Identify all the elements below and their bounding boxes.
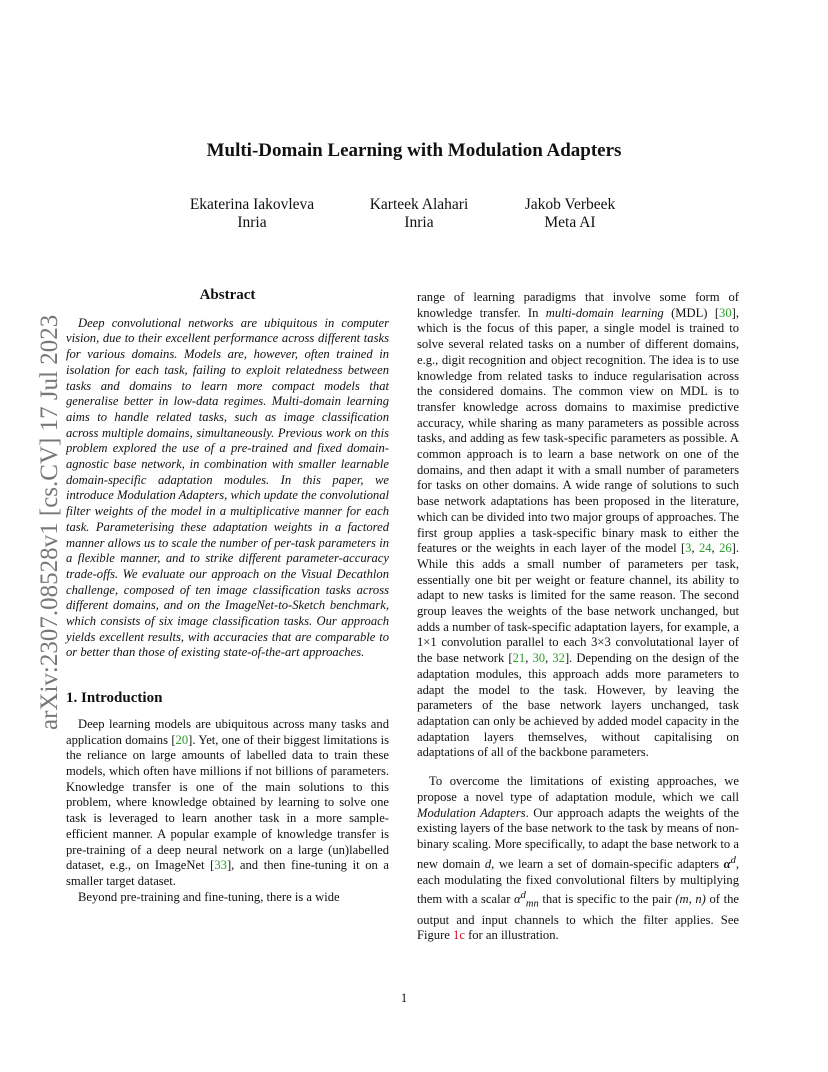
text-run: , <box>711 541 720 556</box>
author-name: Karteek Alahari <box>369 196 469 213</box>
author-name: Ekaterina Iakovleva <box>189 196 315 213</box>
text-run: range of learning paradigms that involve some form of knowledge transfer. In <box>417 290 739 320</box>
text-run: ]. While this adds a small number of parameters per task, essentially one bit per weight or feature channel, its ability to adapt to new tasks is limited for the same reason. The second group leaves the weights of the base network unchanged, but adds a number of task-specific adaptation layers, for example, a 1×1 convolution parallel to each 3×3 convolutational layer of the base network [ <box>417 541 739 666</box>
math-expression: (m, n) <box>675 892 706 907</box>
section-heading-introduction: 1. Introduction <box>66 690 163 707</box>
math-symbol: α <box>723 856 731 871</box>
text-run: , we learn a set of domain-specific adapters <box>491 856 724 871</box>
intro-paragraph-1 <box>66 717 389 890</box>
citation-link[interactable]: 30 <box>532 651 546 666</box>
figure-link[interactable]: 1c <box>453 928 465 943</box>
text-run: , <box>545 651 553 666</box>
author-1 <box>167 196 337 232</box>
emphasis: multi-domain learning <box>545 305 664 320</box>
text-run: , <box>691 541 699 556</box>
citation-link[interactable]: 20 <box>175 732 189 747</box>
citation-link[interactable]: 30 <box>719 305 732 320</box>
author-2 <box>334 196 504 232</box>
emphasis: Modulation Adapters <box>417 805 526 820</box>
text-run: , each modulating the fixed convolutional filters by multiplying them with a scalar <box>417 856 739 907</box>
author-affiliation: Inria <box>237 214 267 231</box>
text-run: of the output and input channels to which the filter applies. See Figure <box>417 892 739 943</box>
text-run: for an illustration. <box>464 928 559 943</box>
citation-link[interactable]: 33 <box>214 858 227 873</box>
text-run: . Our approach adapts the weights of the existing layers of the base network to the task by means of non-binary scaling. More specifically, to adapt the base network to a new domain <box>417 805 739 871</box>
right-paragraph-2 <box>417 774 739 944</box>
text-run: ]. Depending on the design of the adaptation modules, this approach adds more parameters to adapt the model to the task. However, by leaving the parameters of the base network layers unchanged, task adaptation can only be achieved by added model capacity in the adaptation layers themselves, without capitalising on adaptations of all of the backbone parameters. <box>417 651 740 760</box>
abstract-text: Deep convolutional networks are ubiquitous in computer vision, due to their excellent performance across different tasks for various domains. Models are, however, often trained in isolation for each task, failing to exploit relatedness between tasks and domains to learn more compact models that generalise better in low-data regimes. Multi-domain learning aims to handle related tasks, such as image classification across multiple domains, simultaneously. Previous work on this problem explored the use of a pre-trained and fixed domain-agnostic base network, in combination with smaller learnable domain-specific adaptation modules. In this paper, we introduce Modulation Adapters, which update the convolutional filter weights of the model in a multiplicative manner for each task. Parameterising these adaptation weights in a factored manner allows us to scale the number of per-task parameters in a flexible manner, and to strike different parameter-accuracy trade-offs. We evaluate our approach on the Visual Decathlon challenge, composed of ten image classification tasks across different domains, and on the ImageNet-to-Sketch benchmark, which consists of six image classification tasks. Our approach yields excellent results, with accuracies that are comparable to or better than those of existing state-of-the-art approaches. <box>66 315 389 660</box>
text-run: that is specific to the pair <box>538 892 676 907</box>
text-run: To overcome the limitations of existing approaches, we propose a novel type of adaptation module, which we call <box>417 774 739 804</box>
right-column <box>417 290 739 944</box>
author-block <box>0 196 828 236</box>
citation-link[interactable]: 26 <box>719 541 732 556</box>
author-affiliation: Inria <box>404 214 434 231</box>
author-3 <box>485 196 655 232</box>
intro-paragraph-2: Beyond pre-training and fine-tuning, there is a wide <box>78 889 340 904</box>
right-paragraph-1 <box>417 290 739 761</box>
math-superscript: d <box>730 854 736 866</box>
arxiv-sidebar <box>0 290 63 730</box>
citation-link[interactable]: 24 <box>698 541 712 556</box>
page-number: 1 <box>400 991 408 1005</box>
math-subscript: mn <box>525 898 539 910</box>
text-run: ], and then fine-tuning it on a smaller target dataset. <box>66 858 389 888</box>
text-run: (MDL) [ <box>663 305 720 320</box>
text-run: , <box>525 651 533 666</box>
citation-link[interactable]: 21 <box>512 651 526 666</box>
citation-link[interactable]: 3 <box>685 541 692 556</box>
text-run: ]. Yet, one of their biggest limitations is the reliance on large amounts of labelled data to train these models, which often have millions if not billions of parameters. Knowledge transfer is one of the main solutions to this problem, where knowledge obtained by learning to solve one task is leveraged to learn another task in a more sample-efficient manner. A popular example of knowledge transfer is pre-training of a deep neural network on a large (un)labelled dataset, e.g., on ImageNet [ <box>66 732 390 873</box>
author-affiliation: Meta AI <box>544 214 596 231</box>
arxiv-identifier: arXiv:2307.08528v1 [cs.CV] 17 Jul 2023 <box>36 314 63 730</box>
left-column <box>66 288 389 905</box>
math-variable: d <box>484 856 492 871</box>
math-symbol: α <box>514 892 521 907</box>
citation-link[interactable]: 32 <box>552 651 565 666</box>
paper-title: Multi-Domain Learning with Modulation Adapters <box>206 140 622 161</box>
text-run: Deep learning models are ubiquitous across many tasks and application domains [ <box>66 716 389 747</box>
text-run: ], which is the focus of this paper, a single model is trained to solve several related tasks on a number of different domains, e.g., digit recognition and object recognition. The idea is to use knowledge from related tasks to induce regularisation across the considered domains. The common view on MDL is to transfer knowledge across domains to maximise predictive accuracy, while sharing as many parameters as possible across tasks, and adding as few task-specific parameters as possible. A common approach is to learn a base network on one of the domains, and then adapt it with a small number of parameters for tasks on other domains. A wide range of solutions to such base network adaptations has been proposed in the literature, which can be divided into two major groups of approaches. The first group applies a task-specific binary mask to either the features or the weights in each layer of the model [ <box>417 305 739 556</box>
author-name: Jakob Verbeek <box>524 196 616 213</box>
abstract-heading: Abstract <box>199 287 256 303</box>
math-superscript: d <box>520 890 526 902</box>
